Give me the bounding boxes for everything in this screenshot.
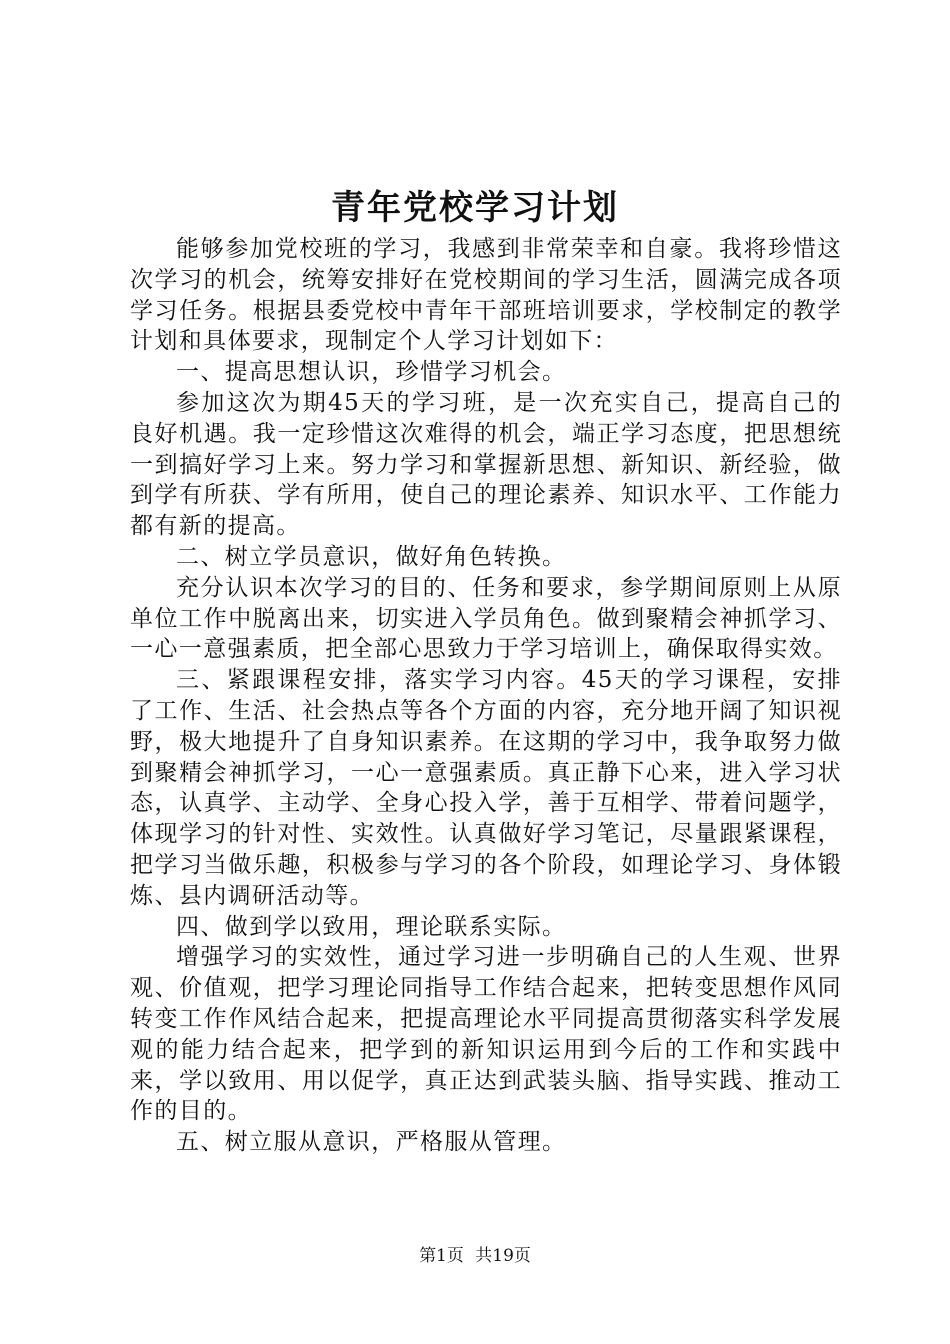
document-body: [130, 234, 842, 1158]
section-heading-2: 二、树立学员意识，做好角色转换。: [176, 543, 567, 570]
paragraph-section-1: 参加这次为期45天的学习班，是一次充实自己，提高自己的良好机遇。我一定珍惜这次难得的机会，端正学习态度，把思想统一到搞好学习上来。努力学习和掌握新思想、新知识、新经验，做到学有所获、学有所用，使自己的理论素养、知识水平、工作能力都有新的提高。: [130, 389, 842, 540]
page-number: 第1页: [419, 1246, 464, 1266]
paragraph-intro: 能够参加党校班的学习，我感到非常荣幸和自豪。我将珍惜这次学习的机会，统筹安排好在党校期间的学习生活，圆满完成各项学习任务。根据县委党校中青年干部班培训要求，学校制定的教学计划和具体要求，现制定个人学习计划如下：: [130, 236, 842, 355]
section-heading-5: 五、树立服从意识，严格服从管理。: [176, 1129, 567, 1156]
section-3-paragraph: 三、紧跟课程安排，落实学习内容。45天的学习课程，安排了工作、生活、社会热点等各个方面的内容，充分地开阔了知识视野，极大地提升了自身知识素养。在这期的学习中，我争取努力做到聚精会神抓学习，一心一意强素质。真正静下心来，进入学习状态，认真学、主动学、全身心投入学，善于互相学、带着问题学，体现学习的针对性、实效性。认真做好学习笔记，尽量跟紧课程，把学习当做乐趣，积极参与学习的各个阶段，如理论学习、身体锻炼、县内调研活动等。: [130, 667, 842, 909]
section-heading-1: 一、提高思想认识，珍惜学习机会。: [176, 359, 567, 386]
page-footer: [0, 1244, 950, 1268]
page-total: 共19页: [475, 1246, 531, 1266]
paragraph-section-2: 充分认识本次学习的目的、任务和要求，参学期间原则上从原单位工作中脱离出来，切实进入学员角色。做到聚精会神抓学习、一心一意强素质，把全部心思致力于学习培训上，确保取得实效。: [130, 574, 842, 663]
section-heading-4: 四、做到学以致用，理论联系实际。: [176, 913, 567, 940]
paragraph-section-4: 增强学习的实效性，通过学习进一步明确自己的人生观、世界观、价值观，把学习理论同指导工作结合起来，把转变思想作风同转变工作作风结合起来，把提高理论水平同提高贯彻落实科学发展观的能力结合起来，把学到的新知识运用到今后的工作和实践中来，学以致用、用以促学，真正达到武装头脑、指导实践、推动工作的目的。: [130, 944, 842, 1125]
document-title: 青年党校学习计划: [331, 188, 619, 228]
